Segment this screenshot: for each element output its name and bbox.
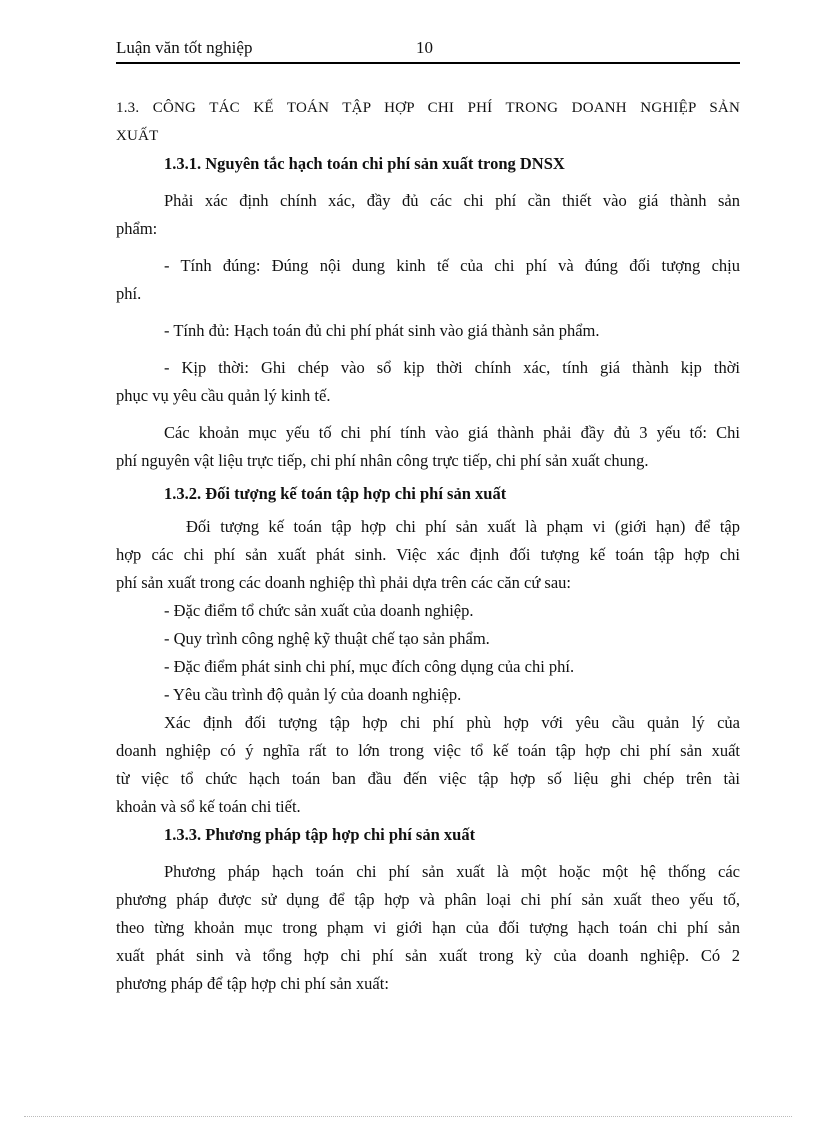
subsection-heading-1-3-2: 1.3.2. Đối tượng kế toán tập hợp chi phí sản xuất [164,484,507,503]
paragraph-line: khoản và sổ kế toán chi tiết. [116,797,301,816]
paragraph-line: hợp các chi phí sản xuất phát sinh. Việc xác định đối tượng kế toán tập hợp chi [116,545,740,564]
paragraph-line: phí. [116,284,142,303]
page-header [116,38,740,64]
paragraph-line: Phương pháp hạch toán chi phí sản xuất là một hoặc một hệ thống các [164,862,740,881]
paragraph-line: phục vụ yêu cầu quản lý kinh tế. [116,386,331,405]
page-body [116,94,740,998]
header-title: Luận văn tốt nghiệp [116,38,253,57]
section-title-line2: XUẤT [116,128,159,144]
subsection-heading-1-3-3: 1.3.3. Phương pháp tập hợp chi phí sản xuất [164,825,476,844]
paragraph-line: Xác định đối tượng tập hợp chi phí phù hợp với yêu cầu quản lý của [164,713,740,732]
page-bottom-border [24,1116,792,1117]
list-item: - Đặc điểm tổ chức sản xuất của doanh nghiệp. [164,601,474,620]
list-item: - Quy trình công nghệ kỹ thuật chế tạo sản phẩm. [164,629,490,648]
paragraph-line: phí nguyên vật liệu trực tiếp, chi phí nhân công trực tiếp, chi phí sản xuất chung. [116,451,649,470]
section-title-line1: 1.3. CÔNG TÁC KẾ TOÁN TẬP HỢP CHI PHÍ TRONG DOANH NGHIỆP SẢN [116,100,740,116]
paragraph-line: phẩm: [116,219,158,238]
list-item: - Yêu cầu trình độ quản lý của doanh nghiệp. [164,685,462,704]
paragraph-line: - Tính đúng: Đúng nội dung kinh tế của chi phí và đúng đối tượng chịu [164,256,740,275]
paragraph-line: Các khoản mục yếu tố chi phí tính vào giá thành phải đầy đủ 3 yếu tố: Chi [164,423,740,442]
subsection-heading-1-3-1: 1.3.1. Nguyên tắc hạch toán chi phí sản xuất trong DNSX [164,154,565,173]
paragraph-line: phương pháp được sử dụng để tập hợp và phân loại chi phí sản xuất theo yếu tố, [116,890,740,909]
paragraph-line: theo từng khoản mục trong phạm vi giới hạn của đối tượng hạch toán chi phí sản [116,918,740,937]
paragraph-line: Đối tượng kế toán tập hợp chi phí sản xuất là phạm vi (giới hạn) để tập [186,517,740,536]
page-number: 10 [416,38,433,57]
paragraph-line: phương pháp để tập hợp chi phí sản xuất: [116,974,389,993]
paragraph-line: Phải xác định chính xác, đầy đủ các chi phí cần thiết vào giá thành sản [164,191,740,210]
list-item: - Đặc điểm phát sinh chi phí, mục đích công dụng của chi phí. [164,657,575,676]
paragraph-line: doanh nghiệp có ý nghĩa rất to lớn trong việc tổ kế toán tập hợp chi phí sản xuất [116,741,740,760]
paragraph-line: - Tính đủ: Hạch toán đủ chi phí phát sinh vào giá thành sản phẩm. [164,321,600,340]
paragraph-line: từ việc tổ chức hạch toán ban đầu đến việc tập hợp số liệu ghi chép trên tài [116,769,740,788]
paragraph-line: xuất phát sinh và tổng hợp chi phí sản xuất trong kỳ của doanh nghiệp. Có 2 [116,946,740,965]
paragraph-line: - Kịp thời: Ghi chép vào sổ kịp thời chính xác, tính giá thành kịp thời [164,358,740,377]
paragraph-line: phí sản xuất trong các doanh nghiệp thì phải dựa trên các căn cứ sau: [116,573,571,592]
